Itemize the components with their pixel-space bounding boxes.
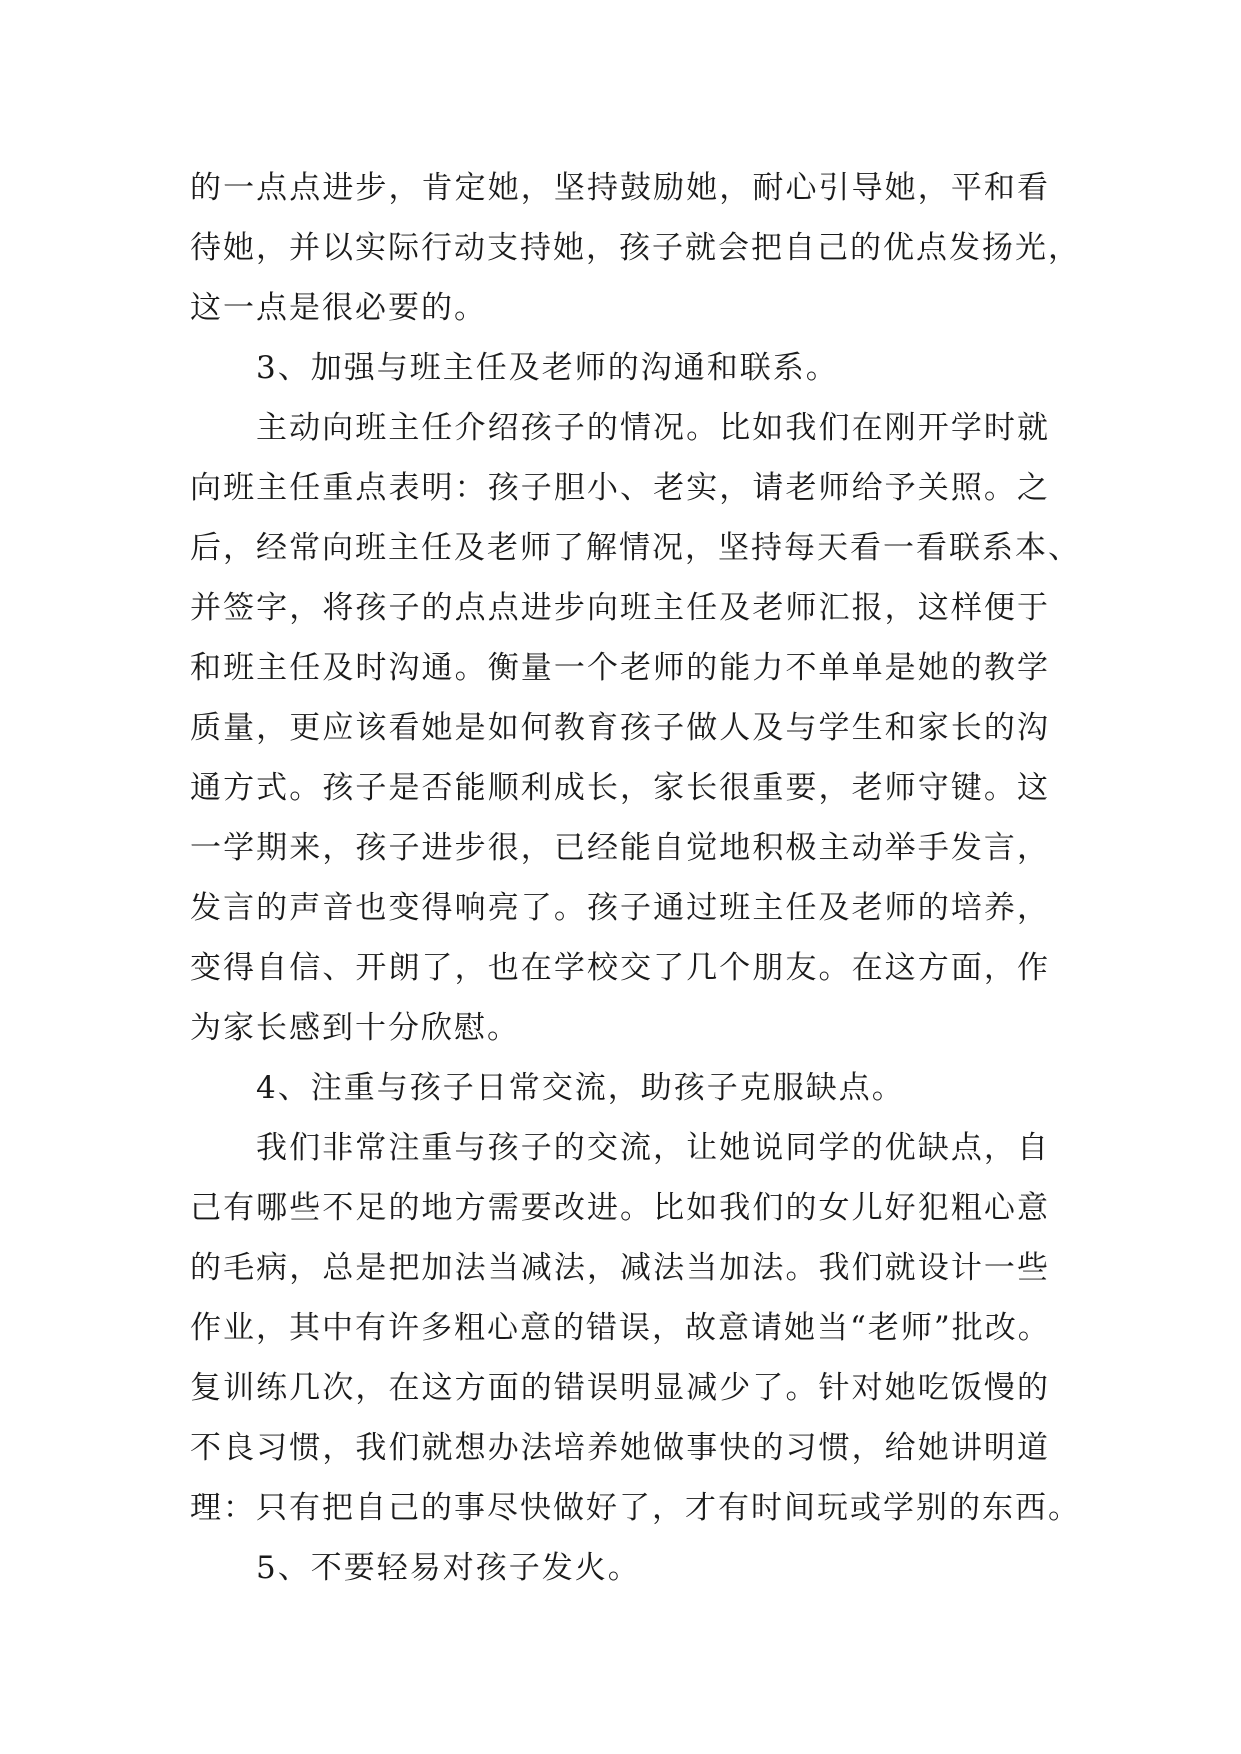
text-line: 后，经常向班主任及老师了解情况，坚持每天看一看联系本、 <box>190 530 1081 566</box>
text-line: 一学期来，孩子进步很，已经能自觉地积极主动举手发言， <box>190 830 1050 866</box>
text-line: 待她，并以实际行动支持她，孩子就会把自己的优点发扬光， <box>190 230 1081 266</box>
text-line: 和班主任及时沟通。衡量一个老师的能力不单单是她的教学 <box>190 650 1050 686</box>
text-line: 向班主任重点表明：孩子胆小、老实，请老师给予关照。之 <box>190 470 1050 506</box>
text-line: 4、注重与孩子日常交流，助孩子克服缺点。 <box>256 1070 905 1106</box>
text-line: 理：只有把自己的事尽快做好了，才有时间玩或学别的东西。 <box>190 1490 1081 1526</box>
text-line: 5、不要轻易对孩子发火。 <box>256 1550 641 1586</box>
text-line: 不良习惯，我们就想办法培养她做事快的习惯，给她讲明道 <box>190 1430 1050 1466</box>
text-line: 己有哪些不足的地方需要改进。比如我们的女儿好犯粗心意 <box>190 1190 1050 1226</box>
document-body <box>190 158 1081 1598</box>
text-line: 通方式。孩子是否能顺利成长，家长很重要，老师守键。这 <box>190 770 1050 806</box>
text-line: 作业，其中有许多粗心意的错误，故意请她当“老师”批改。 <box>190 1310 1051 1346</box>
text-line: 主动向班主任介绍孩子的情况。比如我们在刚开学时就 <box>256 410 1050 446</box>
text-line: 变得自信、开朗了，也在学校交了几个朋友。在这方面，作 <box>190 950 1050 986</box>
text-line: 发言的声音也变得响亮了。孩子通过班主任及老师的培养， <box>190 890 1050 926</box>
text-line: 的一点点进步，肯定她，坚持鼓励她，耐心引导她，平和看 <box>190 170 1050 206</box>
text-line: 的毛病，总是把加法当减法，减法当加法。我们就设计一些 <box>190 1250 1050 1286</box>
text-line: 并签字，将孩子的点点进步向班主任及老师汇报，这样便于 <box>190 590 1050 626</box>
text-line: 3、加强与班主任及老师的沟通和联系。 <box>256 350 839 386</box>
text-line: 复训练几次，在这方面的错误明显减少了。针对她吃饭慢的 <box>190 1370 1050 1406</box>
text-line: 质量，更应该看她是如何教育孩子做人及与学生和家长的沟 <box>190 710 1050 746</box>
text-line: 这一点是很必要的。 <box>190 290 487 326</box>
text-line: 我们非常注重与孩子的交流，让她说同学的优缺点，自 <box>256 1130 1050 1166</box>
text-line: 为家长感到十分欣慰。 <box>190 1010 520 1046</box>
